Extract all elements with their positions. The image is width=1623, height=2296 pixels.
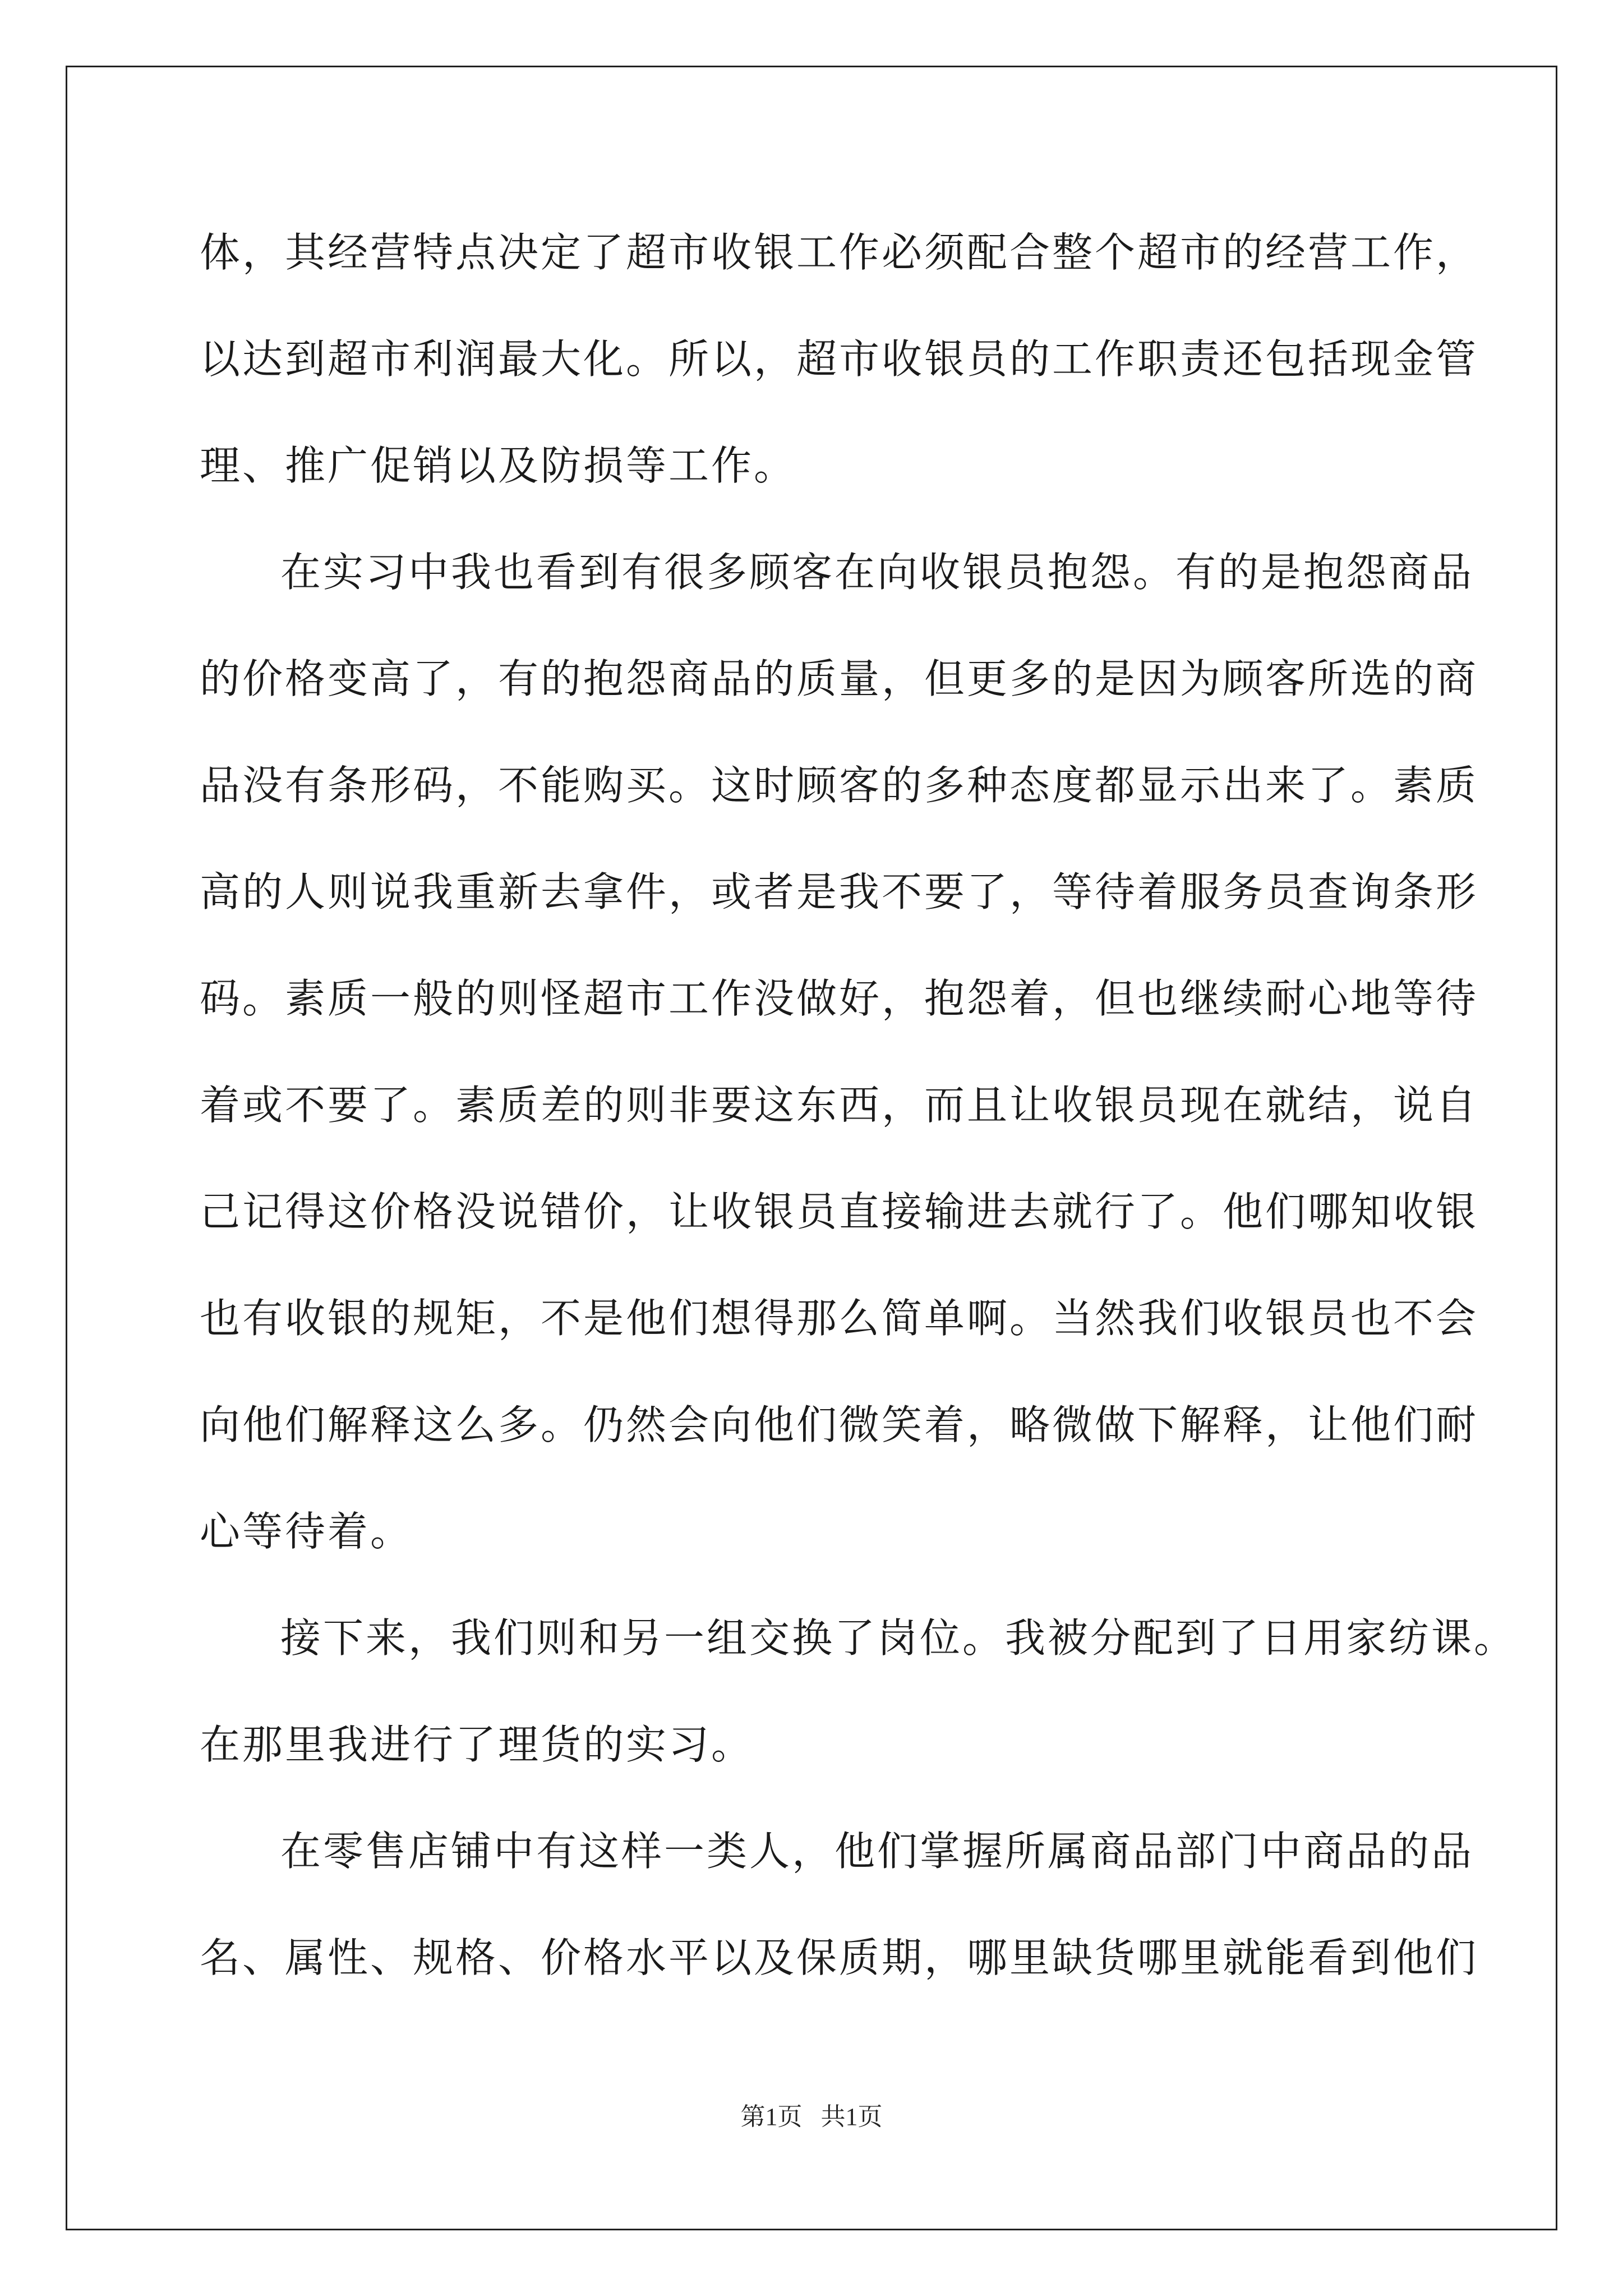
text-line: 向他们解释这么多。仍然会向他们微笑着，略微做下解释，让他们耐: [200, 1401, 1479, 1448]
text-line: 己记得这价格没说错价，让收银员直接输进去就行了。他们哪知收银: [200, 1188, 1479, 1235]
text-line: 码。素质一般的则怪超市工作没做好，抱怨着，但也继续耐心地等待: [200, 975, 1479, 1022]
text-line: 理、推广促销以及防损等工作。: [200, 442, 797, 489]
text-line: 品没有条形码，不能购买。这时顾客的多种态度都显示出来了。素质: [200, 762, 1479, 809]
text-line: 名、属性、规格、价格水平以及保质期，哪里缺货哪里就能看到他们: [200, 1934, 1479, 1981]
paragraph-first-line: 接下来，我们则和另一组交换了岗位。我被分配到了日用家纺课。: [280, 1614, 1517, 1662]
text-line: 高的人则说我重新去拿件，或者是我不要了，等待着服务员查询条形: [200, 868, 1479, 915]
text-line: 着或不要了。素质差的则非要这东西，而且让收银员现在就结，说自: [200, 1082, 1479, 1129]
page-border: [66, 66, 1557, 2230]
paragraph-first-line: 在零售店铺中有这样一类人，他们掌握所属商品部门中商品的品: [280, 1828, 1474, 1875]
text-line: 体，其经营特点决定了超市收银工作必须配合整个超市的经营工作，: [200, 229, 1479, 276]
text-line: 的价格变高了，有的抱怨商品的质量，但更多的是因为顾客所选的商: [200, 655, 1479, 702]
text-line: 在那里我进行了理货的实习。: [200, 1721, 754, 1768]
page-number-footer: 第1页 共1页: [740, 2103, 883, 2131]
paragraph-first-line: 在实习中我也看到有很多顾客在向收银员抱怨。有的是抱怨商品: [280, 549, 1474, 596]
text-line: 心等待着。: [200, 1508, 413, 1555]
text-line: 以达到超市利润最大化。所以，超市收银员的工作职责还包括现金管: [200, 335, 1479, 383]
text-line: 也有收银的规矩，不是他们想得那么简单啊。当然我们收银员也不会: [200, 1295, 1479, 1342]
